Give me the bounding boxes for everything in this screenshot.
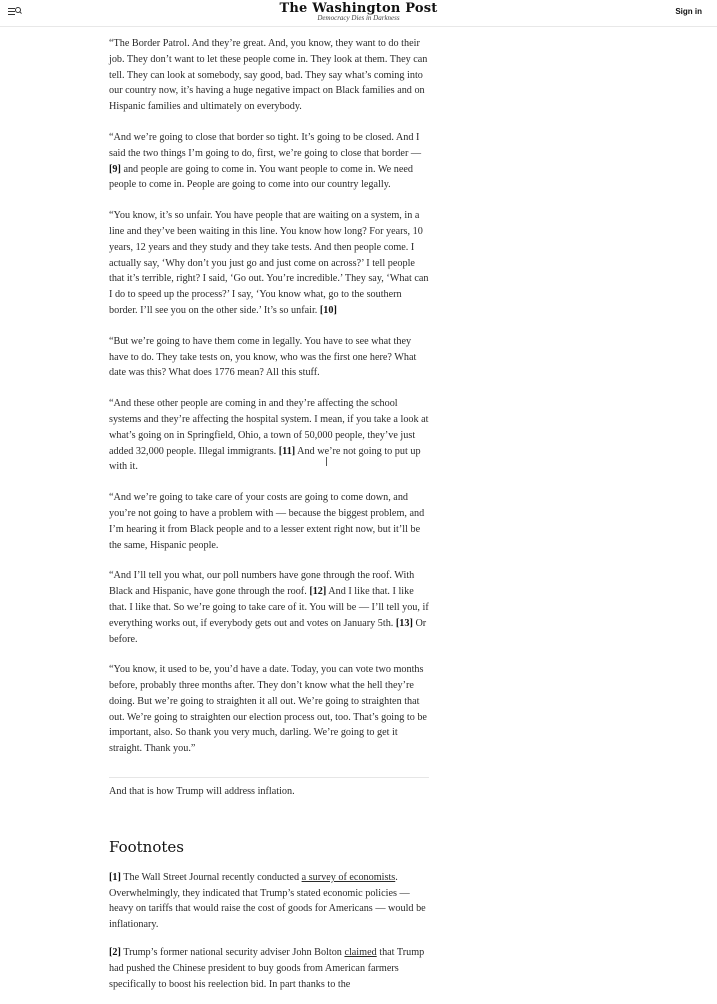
paragraph-text: “And I’ll tell you what, our poll numbers have gone through the roof. With Black and Hispanic, have gone through the roof.: [109, 570, 415, 598]
text-cursor: [326, 457, 327, 466]
footnote-number: [2]: [109, 947, 121, 959]
quote-paragraph: [109, 396, 429, 475]
paragraph-text: “The Border Patrol. And they’re great. And, you know, they want to do their job. They don’t want to let these people come in. They look at them. They can tell. They can look at somebody, say good, bad. They say what’s coming into our country now, it’s having a huge negative impact on Black families and on Hispanic families and ultimately on everybody.: [109, 38, 428, 113]
paragraph-text: And I like that. I like that. I like that. So we’re going to take care of it. You will be — I’ll tell you, if everything works out, if everybody gets out and votes on January 5th.: [109, 586, 429, 629]
paragraph-text: “And these other people are coming in and they’re affecting the school systems and they’re affecting the hospital system. I mean, if you take a look at what’s going on in Springfield, Ohio, a town of 50,000 people, they’ve just added 32,000 people. Illegal immigrants.: [109, 398, 429, 457]
footnote-ref-11[interactable]: [11]: [278, 445, 296, 457]
footnote-2: [109, 945, 429, 992]
section-divider: [109, 777, 429, 778]
footnote-ref-9[interactable]: [9]: [109, 163, 121, 175]
paragraph-text: and people are going to come in. You want people to come in. We need people to come in. People are going to come into our country legally.: [109, 163, 413, 191]
site-tagline: Democracy Dies in Darkness: [317, 14, 400, 22]
paragraph-text: And we’re not going to put up with it.: [109, 445, 421, 473]
footnote-text: The Wall Street Journal recently conducted: [120, 871, 302, 883]
footnote-1: [109, 870, 429, 933]
quote-paragraph: [109, 208, 429, 319]
conclusion-text: And that is how Trump will address inflation.: [109, 786, 295, 798]
footnote-number: [1]: [109, 871, 121, 883]
article-body: [109, 36, 429, 1004]
paragraph-text: “And we’re going to close that border so tight. It’s going to be closed. And I said the two things I’m going to do, first, we’re going to close that border —: [109, 131, 422, 159]
quote-paragraph: [109, 662, 429, 757]
footnote-ref-13[interactable]: [13]: [395, 617, 413, 629]
footnotes-heading: Footnotes: [109, 837, 184, 856]
footnote-ref-12[interactable]: [12]: [309, 586, 327, 598]
footnote-ref-10[interactable]: [10]: [319, 304, 337, 316]
paragraph-text: “You know, it used to be, you’d have a date. Today, you can vote two months before, probably three months after. They don’t know what the hell they’re doing. But we’re going to straighten it all out. We’re going to straighten that out. We’re going to straighten our election process out, too. That’s going to be important, also. So thank you very much, darling. We’re going to get it straight. Thank you.”: [109, 664, 427, 755]
paragraph-text: “But we’re going to have them come in legally. You have to see what they have to do. They take tests on, you know, who was the first one here? What date was this? What does 1776 mean? All this stuff.: [109, 335, 417, 379]
paragraph-text: “You know, it’s so unfair. You have people that are waiting on a system, in a line and they’ve been waiting in this line. You know how long? For years, 10 years, 12 years and they study and they take tests. And then people come. I actually say, ‘Why don’t you just go and just come on across?’ I tell people that it’s terrible, right? I said, ‘Go out. You’re incredible.’ They say, ‘What can I do to speed up the process?’ I say, ‘You know what, go to the southern border. I’ll see you on the other side.’ It’s so unfair.: [109, 210, 429, 316]
footnote-text: that Trump had pushed the Chinese president to buy goods from American farmers specifically to boost his reelection bid. In part thanks to the: [109, 947, 425, 990]
footnote-text: . Overwhelmingly, they indicated that Trump’s stated economic policies — heavy on tariffs that would raise the cost of goods for Americans — would be inflationary.: [109, 871, 426, 931]
paragraph-text: “And we’re going to take care of your costs are going to come down, and you’re not going to have a problem with — because the biggest problem, and I’m hearing it from Black people and to a lesser extent right now, but it’ll be the same, Hispanic people.: [109, 492, 425, 551]
claimed-link[interactable]: claimed: [344, 947, 377, 959]
sign-in-link[interactable]: Sign in: [675, 7, 702, 16]
paragraph-text: Or before.: [109, 617, 427, 645]
quote-paragraph: [109, 568, 429, 647]
survey-of-economists-link[interactable]: a survey of economists: [301, 871, 396, 883]
quote-paragraph: [109, 490, 429, 553]
site-header: [0, 0, 717, 27]
quote-paragraph: [109, 36, 429, 115]
quote-paragraph: [109, 130, 429, 193]
quote-paragraph: [109, 334, 429, 381]
footnote-text: Trump’s former national security adviser John Bolton: [120, 947, 345, 959]
site-logo[interactable]: The Washington Post: [279, 1, 438, 16]
